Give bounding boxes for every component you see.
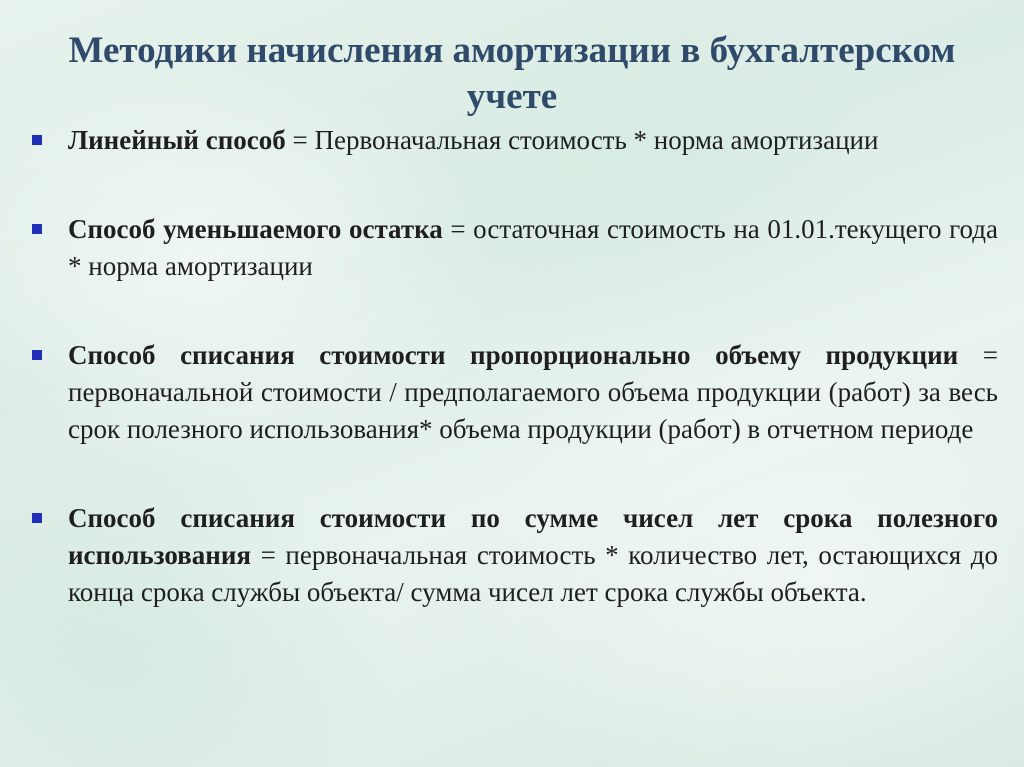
- list-item-declining-balance: [28, 211, 998, 285]
- square-bullet-icon: [32, 513, 42, 523]
- list-item-linear: [28, 122, 998, 159]
- list-item-units-of-production: [28, 337, 998, 448]
- method-definition: = остаточная стоимость на 01.01.текущего года * норма амортизации: [68, 214, 998, 281]
- method-definition: = первоначальной стоимости / предполагаемого объема продукции (работ) за весь срок полезного использования* объема продукции (работ) в отчетном периоде: [68, 340, 998, 444]
- square-bullet-icon: [32, 350, 42, 360]
- method-term: Способ уменьшаемого остатка: [68, 214, 443, 244]
- methods-list: [28, 122, 998, 611]
- page-title: [0, 28, 1024, 120]
- title-line-1: Методики начисления амортизации в бухгалтерском: [68, 30, 956, 71]
- method-definition: = первоначальная стоимость * количество лет, остающихся до конца срока службы объекта/ сумма чисел лет срока службы объекта.: [68, 540, 998, 607]
- square-bullet-icon: [32, 224, 42, 234]
- square-bullet-icon: [32, 135, 42, 145]
- list-item-sum-of-years: [28, 500, 998, 611]
- method-term: Линейный способ: [68, 125, 286, 155]
- method-definition: = Первоначальная стоимость * норма амортизации: [285, 125, 879, 155]
- method-term: Способ списания стоимости по сумме чисел лет срока полезного использования: [68, 503, 998, 570]
- method-term: Способ списания стоимости пропорционально объему продукции: [68, 340, 959, 370]
- title-line-2: учете: [466, 76, 558, 117]
